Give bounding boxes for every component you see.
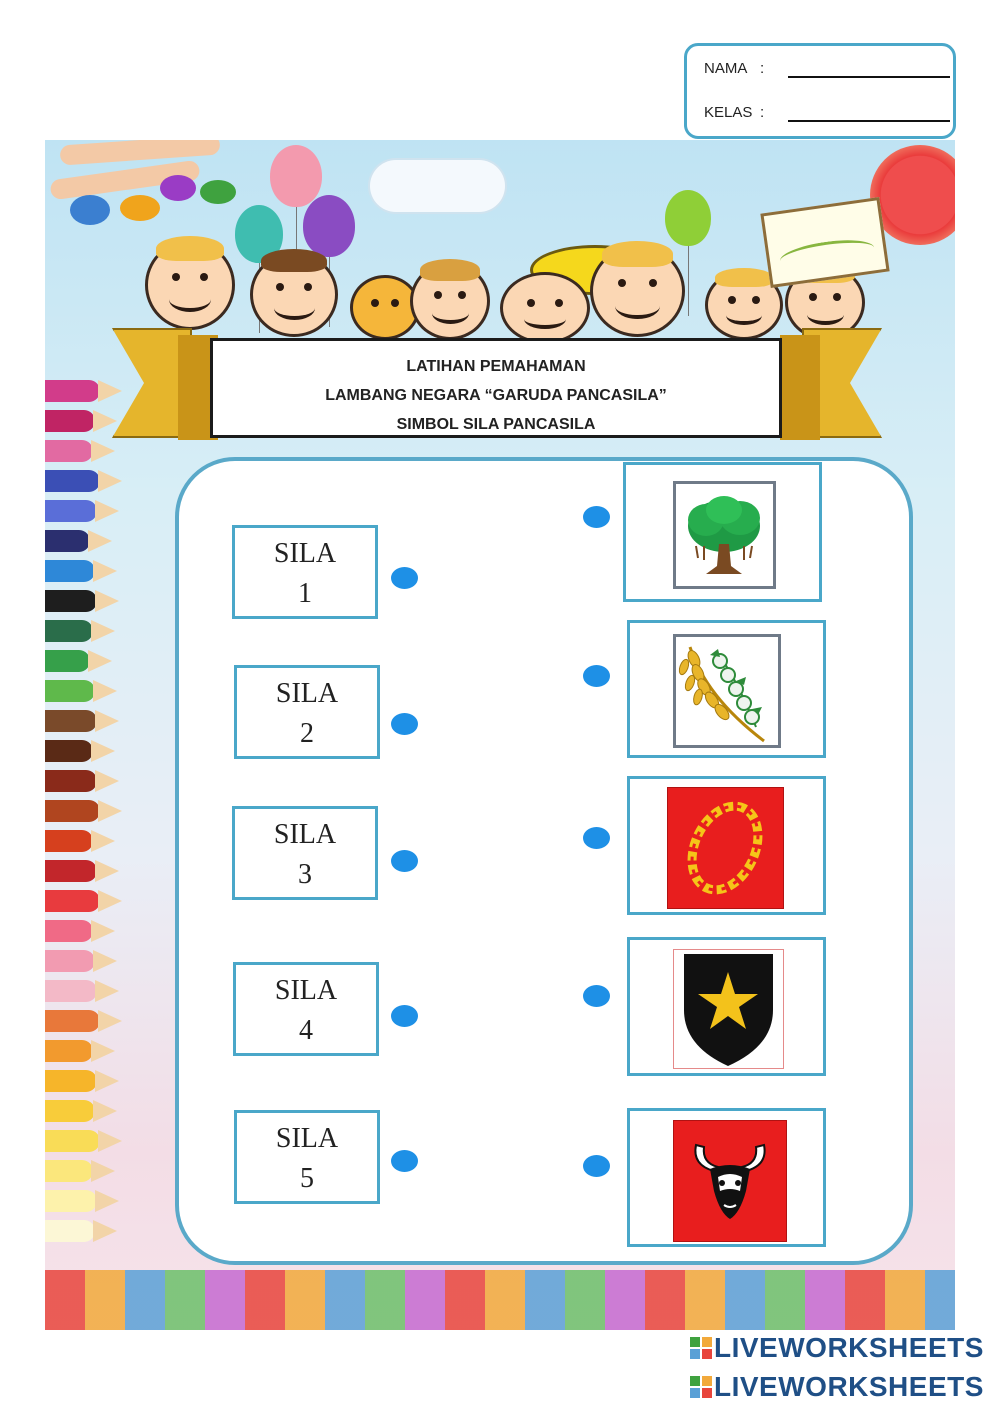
- title-line-2: LAMBANG NEGARA “GARUDA PANCASILA”: [325, 387, 667, 404]
- rice-cotton-icon: [673, 634, 781, 748]
- class-input-line[interactable]: [788, 120, 950, 122]
- cloud-icon: [370, 160, 505, 212]
- title-line-1: LATIHAN PEMAHAMAN: [406, 358, 586, 375]
- left-connector-dot-2[interactable]: [391, 713, 418, 735]
- colored-pencils-icon: [45, 380, 135, 1330]
- name-label: NAMA: [704, 60, 748, 77]
- sila-word: SILA: [273, 538, 337, 569]
- sila-number: 3: [298, 859, 312, 890]
- class-row: [704, 104, 772, 121]
- sila-word: SILA: [274, 975, 338, 1006]
- symbol-box-4: [627, 937, 826, 1076]
- sila-box-5: [234, 1110, 380, 1204]
- paint-hand-icon: [50, 140, 250, 230]
- symbol-box-3: [627, 776, 826, 915]
- sila-number: 1: [298, 578, 312, 609]
- right-connector-dot-1[interactable]: [583, 506, 610, 528]
- title-line-3: SIMBOL SILA PANCASILA: [396, 416, 596, 433]
- liveworksheets-logo-text: LIVEWORKSHEETS: [714, 1371, 984, 1402]
- class-colon: :: [760, 104, 765, 121]
- sila-box-2: [234, 665, 380, 759]
- right-connector-dot-3[interactable]: [583, 827, 610, 849]
- star-shield-icon: [673, 949, 784, 1069]
- kid-face-icon: [500, 272, 590, 344]
- balloon-icon: [665, 190, 711, 246]
- sila-number: 4: [299, 1015, 313, 1046]
- sila-word: SILA: [275, 1123, 339, 1154]
- handprints-border: [45, 1270, 955, 1330]
- symbol-box-1: [623, 462, 822, 602]
- symbol-box-5: [627, 1108, 826, 1247]
- worksheet-title: [210, 338, 782, 438]
- kid-face-icon: [250, 252, 338, 337]
- teddy-bear-icon: [350, 275, 420, 340]
- liveworksheets-logo-text: LIVEWORKSHEETS: [714, 1332, 984, 1363]
- left-connector-dot-1[interactable]: [391, 567, 418, 589]
- chain-icon: [667, 787, 784, 909]
- right-connector-dot-5[interactable]: [583, 1155, 610, 1177]
- sila-word: SILA: [275, 678, 339, 709]
- sila-box-4: [233, 962, 379, 1056]
- class-label: KELAS: [704, 104, 753, 121]
- kid-face-icon: [145, 240, 235, 330]
- drawing-board-icon: [760, 197, 889, 288]
- liveworksheets-logo: [690, 1371, 984, 1403]
- sila-box-1: [232, 525, 378, 619]
- liveworksheets-mark-icon: [690, 1337, 712, 1359]
- name-colon: :: [760, 60, 765, 77]
- symbol-box-2: [627, 620, 826, 758]
- right-connector-dot-2[interactable]: [583, 665, 610, 687]
- sila-box-3: [232, 806, 378, 900]
- banyan-tree-icon: [673, 481, 776, 589]
- left-connector-dot-4[interactable]: [391, 1005, 418, 1027]
- right-connector-dot-4[interactable]: [583, 985, 610, 1007]
- left-connector-dot-3[interactable]: [391, 850, 418, 872]
- sila-number: 2: [300, 718, 314, 749]
- liveworksheets-mark-icon: [690, 1376, 712, 1398]
- balloon-icon: [270, 145, 322, 207]
- kid-face-icon: [590, 245, 685, 337]
- sila-word: SILA: [273, 819, 337, 850]
- sila-number: 5: [300, 1163, 314, 1194]
- name-row: [704, 60, 772, 77]
- bull-head-icon: [673, 1120, 787, 1242]
- left-connector-dot-5[interactable]: [391, 1150, 418, 1172]
- student-info-box: [684, 43, 956, 139]
- balloon-icon: [303, 195, 355, 257]
- name-input-line[interactable]: [788, 76, 950, 78]
- kid-face-icon: [410, 262, 490, 340]
- liveworksheets-logo: [690, 1332, 984, 1364]
- ribbon-right-fold: [780, 335, 820, 440]
